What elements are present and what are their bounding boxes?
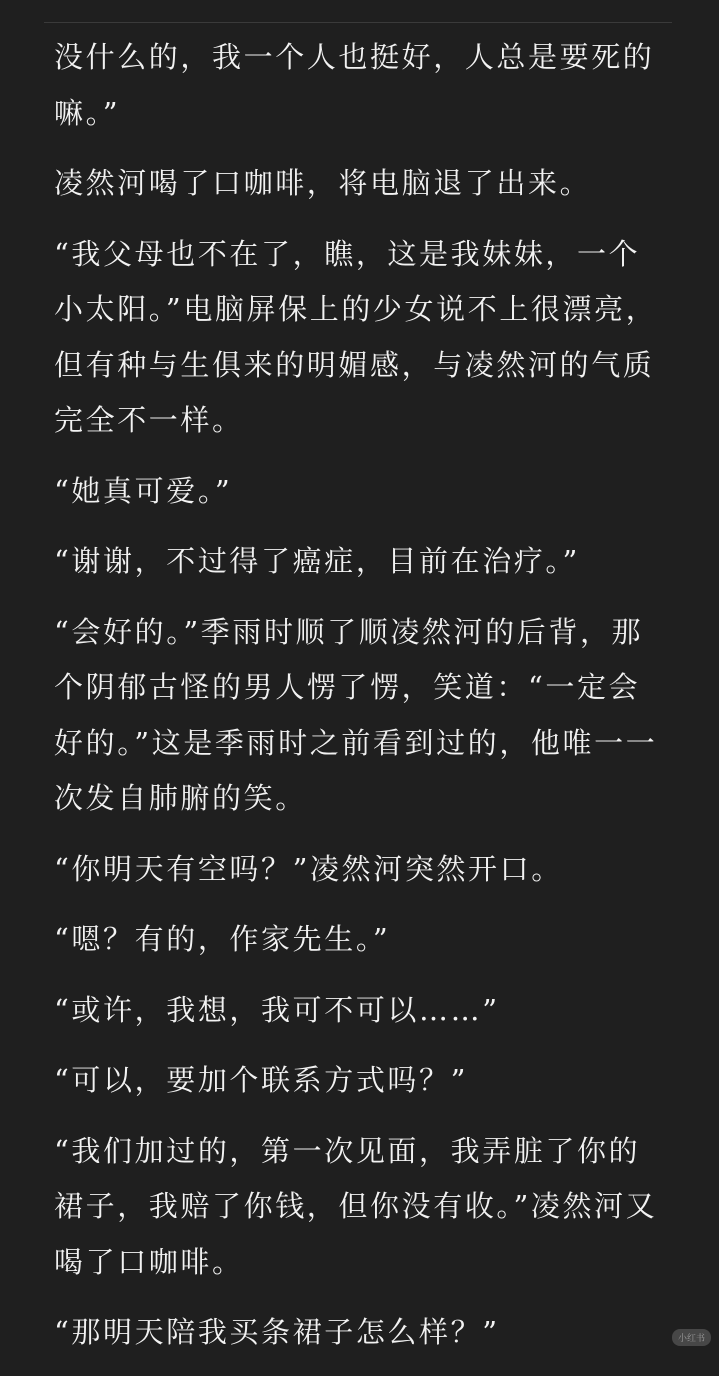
paragraph: “你明天有空吗？”凌然河突然开口。 [54,851,563,886]
paragraph: “我父母也不在了，瞧，这是我妹妹，一个小太阳。”电脑屏保上的少女说不上很漂亮，但有种与生俱来的明媚感，与凌然河的气质完全不一样。 [54,236,658,437]
watermark-badge: 小红书 [672,1329,711,1346]
paragraph: “或许，我想，我可不可以……” [54,992,500,1027]
paragraph: “谢谢，不过得了癌症，目前在治疗。” [54,544,580,578]
paragraph: “她真可爱。” [54,473,233,508]
paragraph: “那明天陪我买条裙子怎么样？” [54,1315,500,1349]
paragraph: “会好的。”季雨时顺了顺凌然河的后背，那个阴郁古怪的男人愣了愣，笑道：“一定会好的。”这是季雨时之前看到过的，他唯一一次发自肺腑的笑。 [54,614,658,815]
top-divider [44,22,672,23]
paragraph: 没什么的，我一个人也挺好，人总是要死的嘛。” [54,40,655,130]
paragraph: “嗯？有的，作家先生。” [54,922,391,956]
story-text [54,30,664,1376]
paragraph: 凌然河喝了口咖啡，将电脑退了出来。 [54,166,592,200]
paragraph: “可以，要加个联系方式吗？” [54,1063,469,1097]
paragraph: “我们加过的，第一次见面，我弄脏了你的裙子，我赔了你钱，但你没有收。”凌然河又喝了口咖啡。 [54,1133,658,1279]
